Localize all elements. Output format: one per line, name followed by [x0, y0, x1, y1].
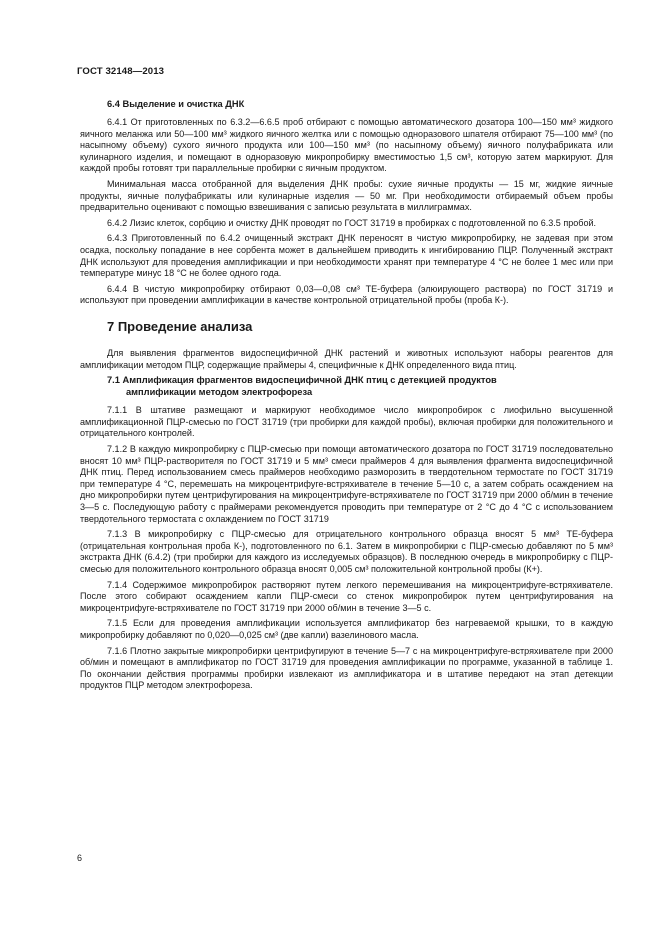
paragraph-7-1-6: 7.1.6 Плотно закрытые микропробирки центрифугируют в течение 5—7 с на микроцентрифуге-встряхивателе при 2000 об/мин и помещают в амплификатор по ГОСТ 31719 для проведения амплификации по программе, указанной в таблице 1. По окончании действия программы пробирки извлекают из амплификатора и в штативе передают на этап детекции продуктов ПЦР методом электрофореза. — [80, 645, 613, 691]
page-number: 6 — [77, 853, 83, 863]
document-header-title: ГОСТ 32148—2013 — [77, 66, 165, 77]
paragraph-7-1-4: 7.1.4 Содержимое микропробирок растворяют путем легкого перемешивания на микроцентрифуге-встряхивателе. После этого собирают осаждением капли ПЦР-смеси со стенок микропробирок путем центрифугирования на микроцентрифуге-встряхивателе по ГОСТ 31719 при 2000 об/мин в течение 3—5 с. — [80, 579, 613, 613]
paragraph-7-1-3: 7.1.3 В микропробирку с ПЦР-смесью для отрицательного контрольного образца вносят 5 мм³ ТЕ-буфера (отрицательная контрольная проба К-), подготовленного по 6.1. Затем в микропробирки с ПЦР-смесью добавляют по 5 мм³ экстракта ДНК (6.4.2) (три пробирки для каждого из исследуемых образцов). В последнюю очередь в микропробирку с ПЦР-смесью для положительного контрольного образца вносят 0,005 см³ положительной контрольной пробы (К+). — [80, 529, 613, 574]
page-content — [80, 98, 613, 696]
paragraph-7-intro: Для выявления фрагментов видоспецифичной ДНК растений и животных используют наборы реагентов для амплификации методом ПЦР, содержащие праймеры 4, специфичные к ДНК определенного вида птиц. — [80, 347, 613, 370]
section-7-heading: 7 Проведение анализа — [107, 318, 253, 334]
section-7-1-heading-line1: 7.1 Амплификация фрагментов видоспецифичной ДНК птиц с детекцией продуктов — [107, 375, 497, 386]
paragraph-6-4-1: 6.4.1 От приготовленных по 6.3.2—6.6.5 проб отбирают с помощью автоматического дозатора 100—150 мм³ жидкого яичного меланжа или 50—100 мм³ жидкого яичного желтка или с помощью одноразового шпателя отбирают 75—100 мм³ (по насыпному объему) сухого яичного продукта или 100—150 мм³ (по насыпному объему) яичного полуфабриката или кулинарного изделия, и помещают в одноразовую микропробирку вместимостью 1,5 см³, которую затем маркируют. Для каждой пробы готовят три параллельные пробирки с яичным продуктом. — [80, 117, 613, 174]
section-6-4-heading: 6.4 Выделение и очистка ДНК — [107, 99, 245, 109]
section-7-1-heading — [80, 375, 613, 398]
paragraph-6-4-2: 6.4.2 Лизис клеток, сорбцию и очистку ДНК проводят по ГОСТ 31719 в пробирках с подготовленной по 6.3.5 пробой. — [107, 217, 597, 228]
paragraph-7-1-1: 7.1.1 В штативе размещают и маркируют необходимое число микропробирок с лиофильно высушенной амплификационной ПЦР-смесью по ГОСТ 31719 (три пробирки для каждой пробы), включая пробирки для положительного и отрицательного контролей. — [80, 405, 613, 439]
paragraph-6-4-4: 6.4.4 В чистую микропробирку отбирают 0,03—0,08 см³ ТЕ-буфера (элюирующего раствора) по ГОСТ 31719 и используют при проведении амплификации в качестве контрольной отрицательной пробы (проба К-). — [80, 283, 613, 306]
section-7-1-heading-line2: амплификации методом электрофореза — [126, 386, 313, 397]
paragraph-6-4-3: 6.4.3 Приготовленный по 6.4.2 очищенный экстракт ДНК переносят в чистую микропробирку, не задевая при этом осадка, поскольку попадание в нее сорбента может в дальнейшем приводить к ингибированию ПЦР. Полученный экстракт ДНК используют для проведения амплификации и при необходимости хранят при температуре 4 °С не более 1 мес или при температуре минус 18 °С не более одного года. — [80, 233, 613, 279]
paragraph-7-1-2: 7.1.2 В каждую микропробирку с ПЦР-смесью при помощи автоматического дозатора по ГОСТ 31719 последовательно вносят 10 мм³ ПЦР-растворителя по ГОСТ 31719 и 5 мм³ смеси праймеров 4 для выявления фрагмента видоспецифичной ДНК птиц. Перед использованием смесь праймеров необходимо разморозить в твердотельном термостате по ГОСТ 31719 при температуре 4 °С, перемешать на микроцентрифуге-встряхивателе в течение 5—10 с, а затем собрать осаждением на дно микропробирки путем центрифугирования на микроцентрифуге-встряхивателе по ГОСТ 31719 при 2000 об/мин в течение 3—5 с. Последующую работу с праймерами рекомендуется проводить при температуре от 2 °С до 4 °С с использованием твердотельного термостата с охлаждением по ГОСТ 31719 — [80, 444, 613, 524]
paragraph-6-4-1-mass: Минимальная масса отобранной для выделения ДНК пробы: сухие яичные продукты — 15 мг, жидкие яичные продукты, яичные полуфабрикаты или кулинарные изделия — 50 мг. При необходимости отбираемый объем пробы предварительно оценивают с помощью взвешивания с записью результата в миллиграммах. — [80, 178, 613, 213]
paragraph-7-1-5: 7.1.5 Если для проведения амплификации используется амплификатор без нагреваемой крышки, то в каждую микропробирку добавляют по 0,020—0,025 см³ (две капли) вазелинового масла. — [80, 618, 613, 640]
